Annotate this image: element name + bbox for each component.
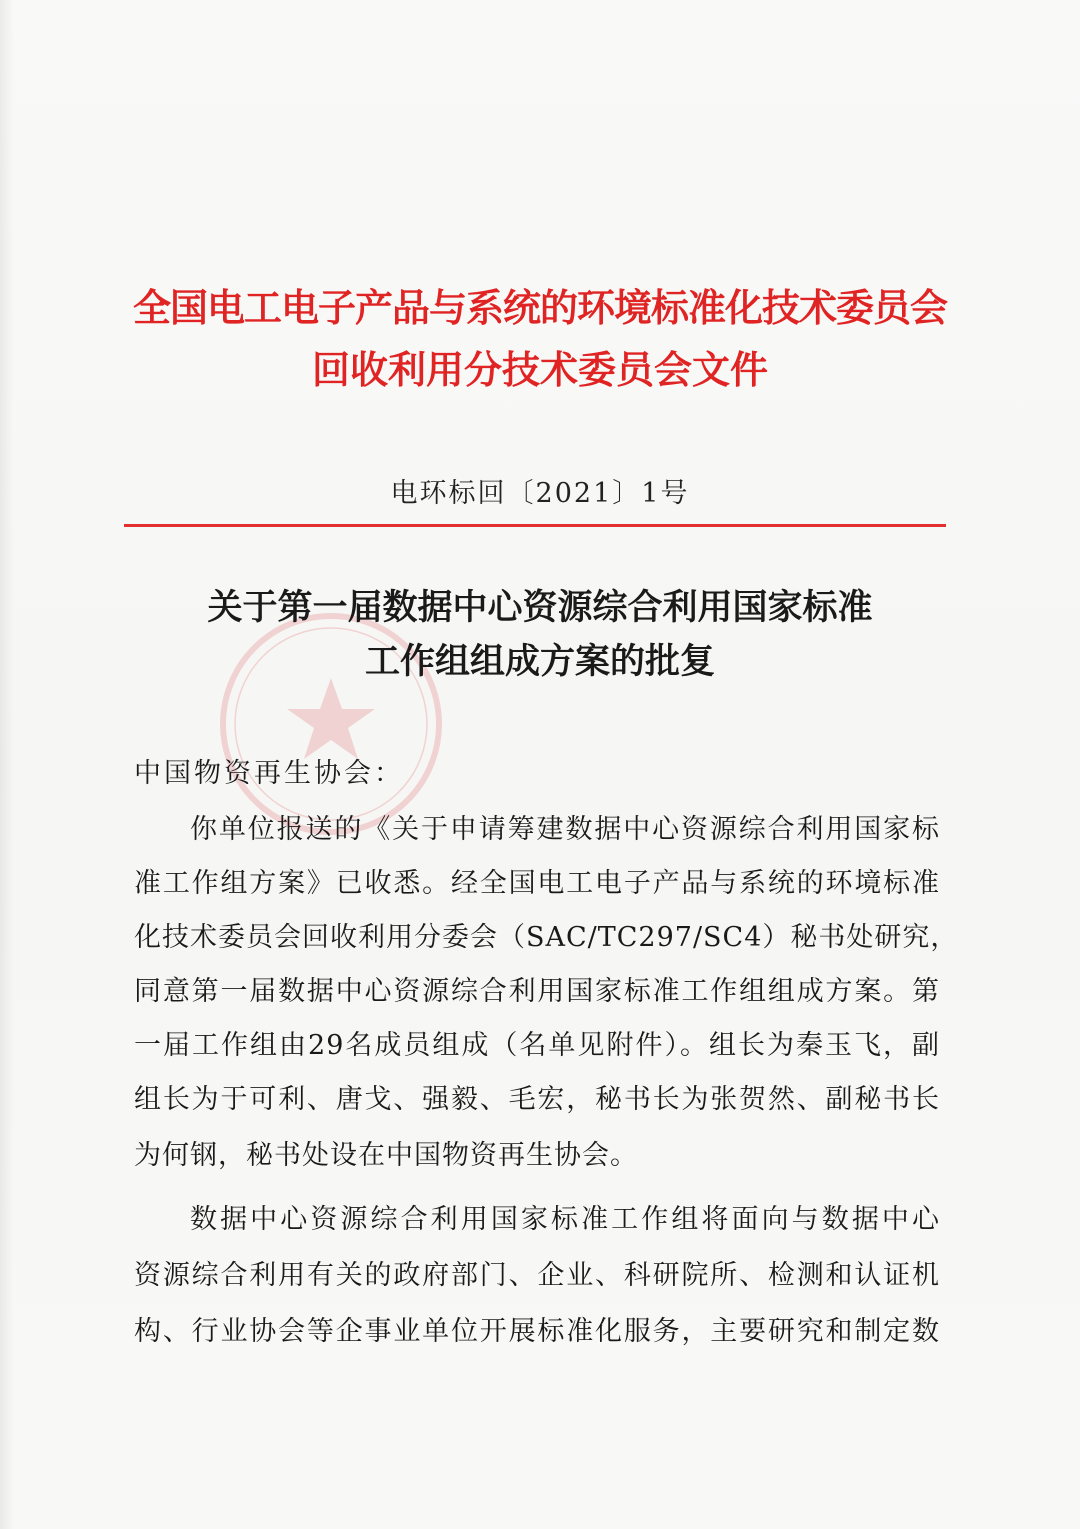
red-divider-line xyxy=(124,524,946,527)
body-paragraph-1-line: 同意第一届数据中心资源综合利用国家标准工作组组成方案。第 xyxy=(134,976,940,1007)
page-edge-shadow xyxy=(0,0,14,1529)
body-paragraph-2-line: 构、行业协会等企事业单位开展标准化服务，主要研究和制定数 xyxy=(134,1316,940,1347)
body-paragraph-1-line: 准工作组方案》已收悉。经全国电工电子产品与系统的环境标准 xyxy=(134,868,940,899)
addressee: 中国物资再生协会： xyxy=(134,758,404,789)
body-paragraph-1-line: 为何钢，秘书处设在中国物资再生协会。 xyxy=(134,1140,638,1171)
subject-title-line-1: 关于第一届数据中心资源综合利用国家标准 xyxy=(207,588,873,628)
issuing-body-title-line-1: 全国电工电子产品与系统的环境标准化技术委员会 xyxy=(132,285,947,330)
body-paragraph-1-line: 化技术委员会回收利用分委会（SAC/TC297/SC4）秘书处研究， xyxy=(134,922,959,953)
body-paragraph-2-line: 资源综合利用有关的政府部门、企业、科研院所、检测和认证机 xyxy=(134,1260,940,1291)
subject-title-line-2: 工作组组成方案的批复 xyxy=(364,642,715,682)
body-paragraph-1-line: 组长为于可利、唐戈、强毅、毛宏，秘书长为张贺然、副秘书长 xyxy=(134,1084,940,1115)
body-paragraph-2-line: 数据中心资源综合利用国家标准工作组将面向与数据中心 xyxy=(190,1204,940,1235)
document-number: 电环标回〔2021〕1号 xyxy=(390,478,690,509)
body-paragraph-1-line: 你单位报送的《关于申请筹建数据中心资源综合利用国家标 xyxy=(190,814,940,845)
body-paragraph-1-line: 一届工作组由29名成员组成（名单见附件）。组长为秦玉飞，副 xyxy=(134,1030,940,1061)
issuing-body-title-line-2: 回收利用分技术委员会文件 xyxy=(311,347,768,392)
